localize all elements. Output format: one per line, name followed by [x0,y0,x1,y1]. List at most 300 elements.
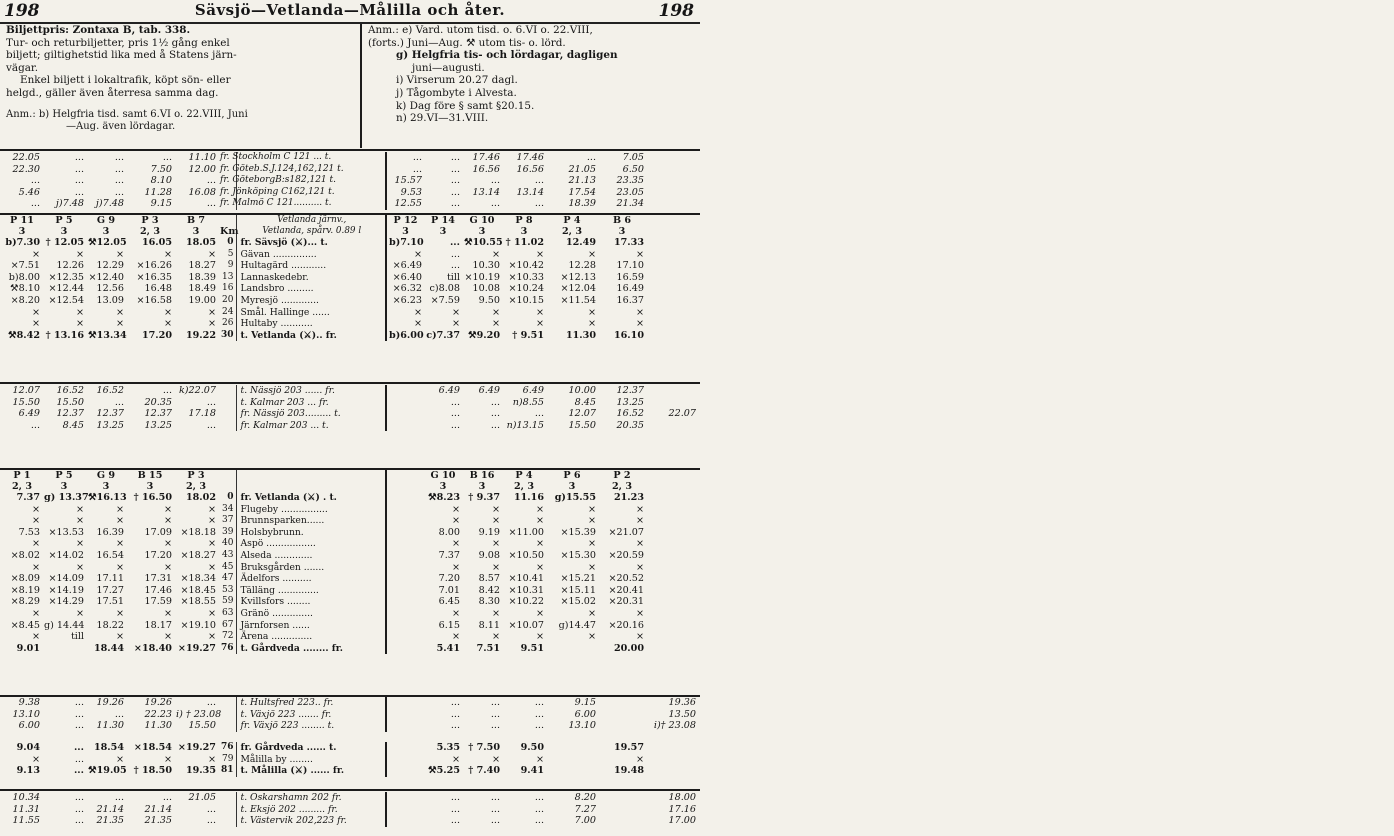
table-row [2,720,698,732]
time-cell [546,643,598,655]
time-cell: b)7.10 [386,237,424,249]
time-cell: 16.10 [613,329,644,341]
time-cell: ×19.27 [177,642,216,654]
time-cell: 16.52 [616,408,644,420]
table-row [2,608,1394,620]
km-cell [218,470,236,481]
station-cell: Ädelfors .......... [236,573,386,585]
time-cell: ×11.00 [508,526,544,538]
time-cell [386,709,424,721]
time-cell: ... [450,152,460,163]
time-cell: 12.26 [56,260,84,272]
station-cell: Lannaskedebr. [236,272,386,284]
time-cell: ×8.09 [10,573,40,585]
table-row [2,527,1394,539]
connections-table-bottom [2,792,698,827]
time-cell: ×16.58 [136,294,172,306]
time-cell: × [75,306,84,318]
time-cell: ×14.19 [48,584,84,596]
km-cell [218,720,236,732]
km-cell [218,792,236,804]
table-row [2,765,698,777]
time-cell: 3 [102,481,110,492]
km-cell [218,397,236,409]
time-cell: ×10.15 [508,294,544,306]
station-cell: t. Oskarshamn 202 fr. [236,792,386,804]
note-line: juni—augusti. [412,61,485,74]
km-cell [218,815,236,827]
time-cell: 5.46 [18,186,40,198]
time-cell: × [587,631,596,643]
time-cell: 7.37 [438,549,460,561]
time-cell: × [451,318,460,330]
time-cell: † 16.50 [133,492,172,503]
time-cell: ... [74,175,84,187]
time-cell: ... [450,163,460,175]
km-cell: 63 [222,607,234,618]
time-cell: ×18.40 [133,642,172,654]
station-cell: Kvillsfors ........ [236,596,386,608]
time-cell: 3 [192,226,200,237]
time-cell: 12.29 [96,260,124,272]
time-cell: 3 [439,481,447,492]
time-cell: 17.59 [144,596,172,608]
time-cell: ... [114,152,124,163]
time-cell [386,470,424,481]
time-cell: ... [74,815,84,827]
station-cell: fr. Gårdveda ...... t. [236,742,386,754]
time-cell: P 5 [55,470,73,481]
km-cell [218,697,236,709]
time-cell: 13.10 [12,708,40,720]
time-cell: × [451,631,460,643]
time-cell: P 6 [563,470,581,481]
time-cell: ... [30,198,40,210]
time-cell: × [207,318,216,330]
time-cell: 21.35 [144,815,172,827]
time-cell: 18.22 [96,619,124,631]
time-cell: ... [206,697,216,708]
table-row [2,709,698,721]
station-cell: Målilla by ........ [236,754,386,766]
time-cell: ×20.31 [608,596,644,608]
time-cell [646,608,698,620]
time-cell: P 5 [55,215,73,226]
time-cell: ×10.31 [508,584,544,596]
time-cell: × [31,503,40,515]
time-cell: 11.10 [188,152,216,163]
time-cell: ... [490,720,500,732]
time-cell: ... [450,697,460,708]
time-cell [386,620,424,632]
time-cell [598,720,646,732]
table-row [2,804,698,816]
station-cell: t. Målilla (⚔) ...... fr. [236,765,386,777]
time-cell: 9.19 [478,526,500,538]
time-cell: × [31,306,40,318]
table-row [2,697,698,709]
time-cell: 13.25 [96,419,124,431]
time-cell [386,765,424,777]
time-cell: P 3 [187,470,205,481]
time-cell: ... [450,198,460,210]
time-cell [386,527,424,539]
km-cell: 20 [222,294,234,305]
time-cell: ... [586,152,596,163]
time-cell: P 3 [141,215,159,226]
time-cell: × [207,753,216,765]
km-cell [218,804,236,816]
time-cell: 15.57 [386,175,424,187]
time-cell: × [535,503,544,515]
time-cell: 17.10 [616,260,644,272]
time-cell: × [587,306,596,318]
time-cell [646,596,698,608]
time-cell: ... [450,708,460,720]
time-cell: ×14.29 [48,596,84,608]
km-cell [218,215,236,226]
time-cell: ×7.59 [430,294,460,306]
note-line: g) Helgfria tis- och lördagar, dagligen [396,49,618,62]
time-cell: 5.35 [436,742,460,753]
time-cell: 17.18 [188,408,216,420]
time-cell: × [207,503,216,515]
time-cell [386,804,424,816]
time-cell [386,481,424,492]
station-cell: Järnforsen ...... [236,620,386,632]
section-rule [0,382,700,384]
time-cell [386,643,424,655]
note-line: vägar. [6,61,39,74]
time-cell: 21.14 [144,803,172,815]
time-cell: ... [74,753,84,765]
time-cell: × [207,561,216,573]
time-cell: × [451,306,460,318]
table-row [2,420,698,432]
station-cell: fr. Vetlanda (⚔) . t. [236,492,386,504]
time-cell: 3 [146,481,154,492]
time-cell: ⚒12.05 [88,237,127,248]
time-cell: ... [386,164,424,176]
time-cell [646,330,698,342]
time-cell: 6.00 [18,720,40,732]
time-cell: b)7.30 [5,237,40,248]
time-cell: × [535,248,544,260]
time-cell: × [535,753,544,765]
note-line: Tur- och returbiljetter, pris 1½ gång enkel [6,36,230,49]
time-cell [386,504,424,516]
time-cell: 22.05 [12,152,40,163]
time-cell: 8.45 [62,419,84,431]
time-cell: 21.13 [568,175,596,187]
time-cell: 16.08 [188,186,216,198]
time-cell [646,470,698,481]
time-cell: × [31,561,40,573]
time-cell: ×12.54 [48,294,84,306]
time-cell: ×13.53 [48,526,84,538]
time-cell: × [635,607,644,619]
time-cell: ⚒10.55 [464,237,503,248]
time-cell: † 7.50 [468,742,500,753]
time-cell: 23.05 [616,186,644,198]
km-cell: fr. Malmö C 121.......... t. [220,198,332,209]
time-cell: 12.55 [386,198,424,210]
time-cell: × [75,503,84,515]
time-cell: 8.00 [438,526,460,538]
time-cell: ... [206,175,216,187]
time-cell: × [635,248,644,260]
time-cell: 17.11 [96,573,124,585]
table-row [2,643,1394,655]
time-cell: 15.50 [568,419,596,431]
time-cell: 23.35 [616,175,644,187]
time-cell: 12.37 [96,408,124,420]
time-cell: × [386,318,424,330]
time-cell: ×8.20 [10,294,40,306]
time-cell [646,585,698,597]
note-line: n) 29.VI—31.VIII. [396,112,489,125]
time-cell: ... [534,720,544,732]
time-cell: 9.53 [386,187,424,199]
station-cell: t. Nässjö 203 ...... fr. [236,385,386,397]
time-cell: ×6.32 [386,283,424,295]
time-cell: × [115,515,124,527]
station-cell: fr. Sävsjö (⚔)... t. [236,237,386,249]
km-cell: 40 [222,538,234,549]
time-cell: 12.37 [144,408,172,420]
station-cell: Gävan ............... [236,249,386,261]
time-cell: 12.00 [188,163,216,175]
notes-left [6,24,356,148]
time-cell [646,538,698,550]
table-row [2,562,1394,574]
time-cell [386,720,424,732]
km-cell [218,408,236,420]
time-cell: 18.27 [188,260,216,272]
time-cell [598,792,646,804]
km-cell: 0 [227,237,234,247]
time-cell: 7.20 [438,573,460,585]
time-cell: 8.45 [574,396,596,408]
time-cell: 2, 3 [11,481,33,492]
time-cell [386,562,424,574]
station-cell: Landsbro ......... [236,283,386,295]
time-cell: 16.48 [144,283,172,295]
time-cell: ... [450,175,460,187]
time-cell: ... [450,260,460,272]
time-cell: ⚒16.13 [88,492,127,503]
time-cell: × [635,306,644,318]
time-cell: c)8.08 [429,283,460,295]
time-cell: ⚒19.05 [88,765,127,777]
time-cell: 19.48 [613,765,644,777]
time-cell [386,397,424,409]
time-cell: ... [450,396,460,408]
page-number-left: 198 [4,1,40,21]
time-cell: 19.26 [96,697,124,708]
time-cell [646,260,698,272]
time-cell: 18.05 [185,237,216,248]
time-cell [646,175,698,187]
time-cell: ×6.23 [386,295,424,307]
station-cell: Gränö .............. [236,608,386,620]
time-cell: 2, 3 [513,481,535,492]
time-cell: ×15.11 [560,584,596,596]
time-cell: ... [490,198,500,210]
km-cell: 45 [222,561,234,572]
time-cell: ×10.22 [508,596,544,608]
time-cell: 3 [520,226,528,237]
time-cell: × [491,248,500,260]
time-cell: 17.46 [144,584,172,596]
time-cell: ×8.02 [10,549,40,561]
time-cell: 11.31 [12,803,40,815]
km-cell [218,481,236,492]
table-row [2,175,698,187]
time-cell: ×12.13 [560,271,596,283]
time-cell: ... [450,248,460,260]
time-cell: G 9 [96,215,116,226]
time-cell: 16.37 [616,294,644,306]
time-cell: i) † 23.08 [176,708,222,720]
time-cell: 7.51 [476,642,500,654]
time-cell: ⚒13.34 [88,329,127,341]
time-cell: 16.52 [96,385,124,396]
time-cell: 6.49 [18,408,40,420]
time-cell: ×20.16 [608,619,644,631]
timetable-savsjo-vetlanda [2,215,1394,341]
time-cell: k)22.07 [178,385,216,396]
section-rule [0,695,700,697]
km-cell: 76 [220,742,234,752]
time-cell: × [635,503,644,515]
table-row [2,385,698,397]
time-cell [386,596,424,608]
time-cell [646,272,698,284]
time-cell [646,492,698,504]
table-row [2,515,1394,527]
time-cell [42,643,86,655]
time-cell: 16.56 [472,163,500,175]
time-cell: 7.50 [150,163,172,175]
station-cell: fr. Nässjö 203......... t. [236,408,386,420]
time-cell [646,504,698,516]
time-cell: 15.50 [56,396,84,408]
time-cell: 6.49 [522,385,544,396]
station-cell: t. Eksjö 202 ......... fr. [236,804,386,816]
time-cell [646,527,698,539]
time-cell: × [163,607,172,619]
time-cell: 8.11 [478,619,500,631]
table-row [2,198,698,210]
km-cell: 34 [222,503,234,514]
time-cell: 7.27 [574,803,596,815]
time-cell: ... [30,419,40,431]
table-row [2,573,1394,585]
note-line: k) Dag före § samt §20.15. [396,99,535,112]
note-line: Anm.: b) Helgfria tisd. samt 6.VI o. 22.VIII, Juni [6,108,248,120]
time-cell: ... [74,152,84,163]
station-cell: Holsbybrunn. [236,527,386,539]
time-cell [386,631,424,643]
time-cell: 12.07 [12,385,40,396]
page-header [0,0,700,24]
time-cell: 8.10 [150,175,172,187]
time-cell: ×16.26 [136,260,172,272]
time-cell: 16.05 [141,237,172,248]
time-cell: ... [206,396,216,408]
time-cell: × [587,503,596,515]
time-cell: ... [450,720,460,732]
time-cell: ×18.54 [133,742,172,753]
time-cell: × [115,753,124,765]
time-cell: 22.23 [144,708,172,720]
note-line: —Aug. även lördagar. [66,121,176,133]
time-cell: 18.02 [185,492,216,503]
km-cell [218,385,236,397]
station-cell: Bruksgården ....... [236,562,386,574]
time-cell: × [115,538,124,550]
time-cell: ... [114,708,124,720]
time-cell: × [491,306,500,318]
time-cell: ... [74,803,84,815]
train-header-row [2,470,1394,481]
time-cell: × [451,753,460,765]
time-cell: ... [114,792,124,803]
time-cell: ×21.07 [608,526,644,538]
time-cell: ×18.45 [180,584,216,596]
time-cell: × [491,503,500,515]
time-cell [386,385,424,397]
station-cell: Alseda ............. [236,550,386,562]
km-cell [218,420,236,432]
time-cell [646,550,698,562]
table-row [2,272,1394,284]
time-cell: ×20.41 [608,584,644,596]
time-cell: × [491,318,500,330]
time-cell: × [115,306,124,318]
time-cell: ×10.50 [508,549,544,561]
table-row [2,237,1394,249]
time-cell: 22.30 [12,163,40,175]
time-cell: ×15.02 [560,596,596,608]
time-cell: 13.25 [144,419,172,431]
time-cell: × [587,561,596,573]
time-cell [646,631,698,643]
table-row [2,585,1394,597]
time-cell: † 9.51 [512,329,544,341]
time-cell: ... [74,720,84,732]
time-cell: ... [386,152,424,164]
time-cell [646,226,698,237]
time-cell: 9.51 [520,642,544,654]
time-cell: g)15.55 [554,492,596,503]
time-cell: ×10.07 [508,619,544,631]
time-cell: ×18.27 [180,549,216,561]
time-cell: B 16 [469,470,495,481]
notes-right [368,24,698,148]
time-cell: 9.41 [520,765,544,777]
time-cell: ⚒8.10 [10,283,40,295]
time-cell: × [386,307,424,319]
station-cell [236,481,386,492]
time-cell [646,765,698,777]
time-cell: G 9 [96,470,116,481]
km-cell: fr. Jönköping C162,121 t. [220,186,335,197]
time-cell: 6.49 [438,385,460,396]
time-cell: ... [74,792,84,803]
table-row [2,318,1394,330]
